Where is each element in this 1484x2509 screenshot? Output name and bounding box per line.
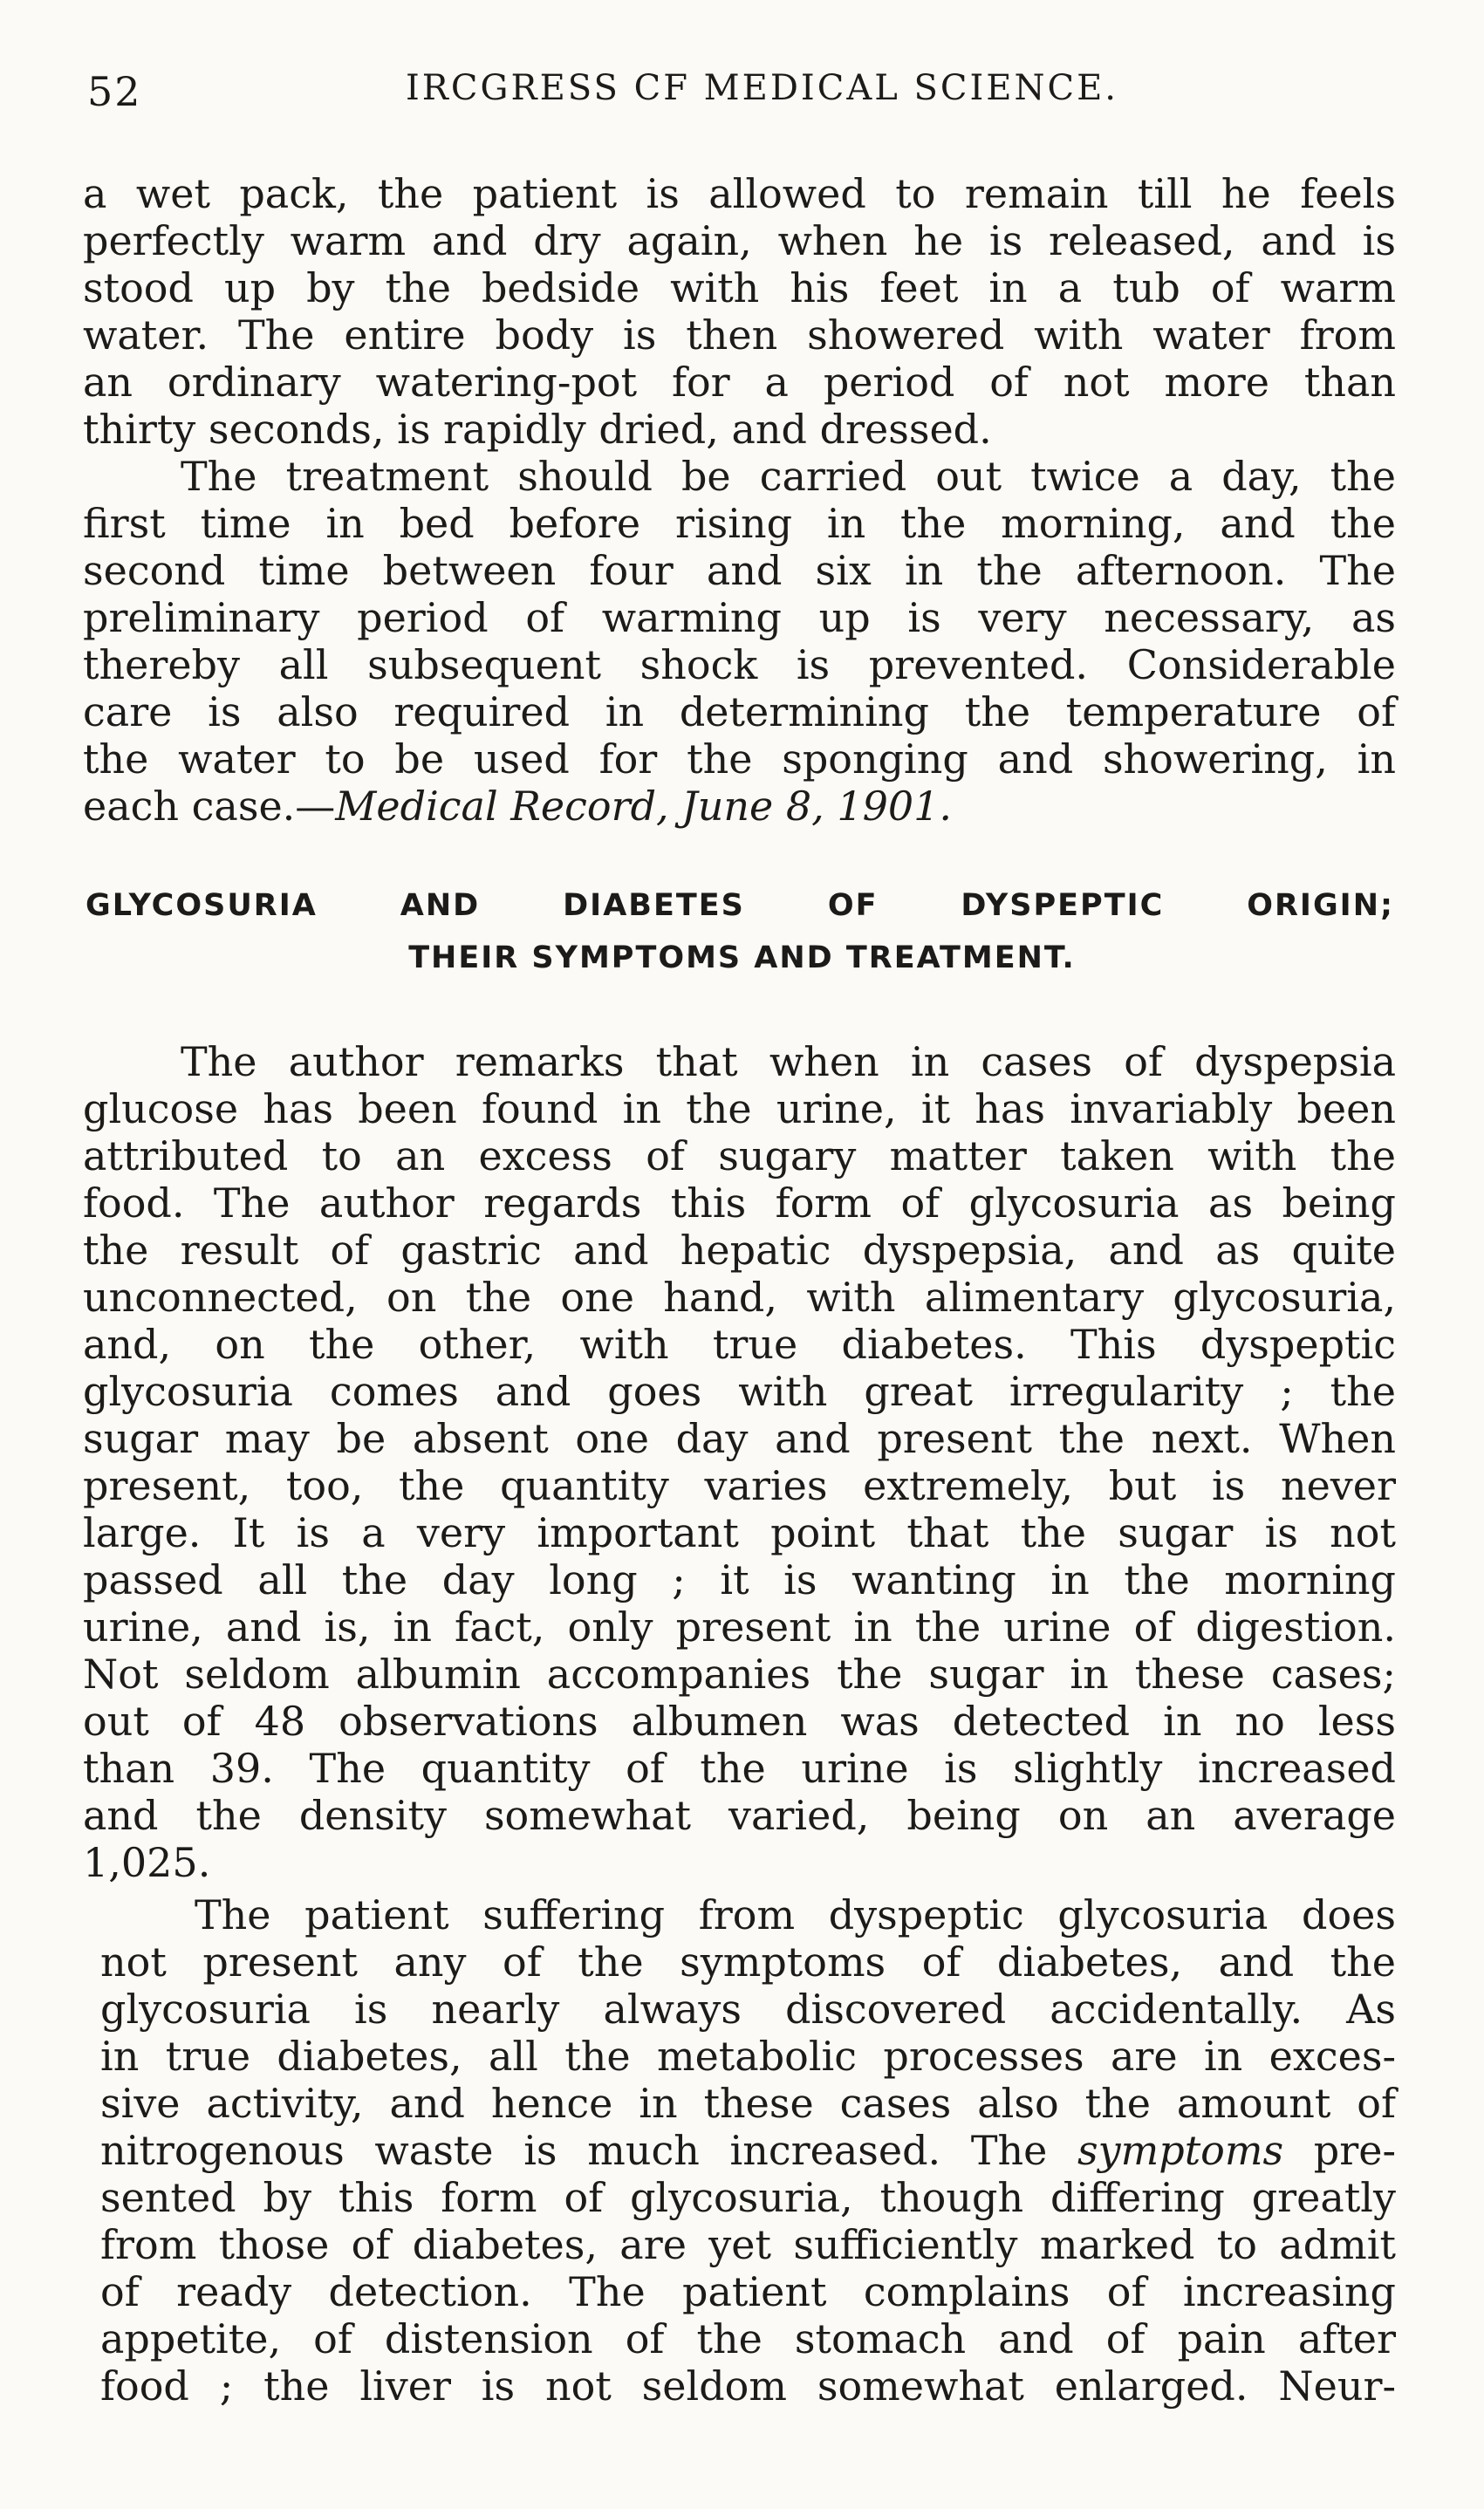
text-line — [100, 2127, 1396, 2174]
text-line: thirty seconds, is rapidly dried, and dressed. — [83, 406, 992, 453]
text-line: not present any of the symptoms of diabetes, and the — [100, 1938, 1396, 1986]
text-line: appetite, of distension of the stomach and of pain after — [100, 2315, 1396, 2362]
text-line: and, on the other, with true diabetes. This dyspeptic — [83, 1321, 1396, 1368]
running-title: IRCGRESS CF MEDICAL SCIENCE. — [406, 68, 1119, 108]
page-number: 52 — [87, 68, 142, 115]
paragraph-first-line: The treatment should be carried out twice a day, the — [181, 453, 1396, 500]
text-line: thereby all subsequent shock is prevented. Considerable — [83, 641, 1396, 688]
text-line: stood up by the bedside with his feet in a tub of warm — [83, 264, 1396, 311]
text-line: from those of diabetes, are yet sufficiently marked to admit — [100, 2221, 1396, 2268]
text-line: present, too, the quantity varies extremely, but is never — [83, 1462, 1396, 1509]
text-fragment: each case.— — [83, 783, 336, 830]
text-line: sive activity, and hence in these cases also the amount of — [100, 2080, 1396, 2127]
text-fragment: pre- — [1283, 2127, 1396, 2174]
citation-line — [83, 783, 1396, 830]
text-line: water. The entire body is then showered with water from — [83, 311, 1396, 359]
text-line: second time between four and six in the afternoon. The — [83, 547, 1396, 594]
text-line: Not seldom albumin accompanies the sugar in these cases; — [83, 1651, 1396, 1698]
text-line: sugar may be absent one day and present the next. When — [83, 1415, 1396, 1462]
text-line: food ; the liver is not seldom somewhat enlarged. Neur- — [100, 2362, 1396, 2410]
emphasis-word: symptoms — [1077, 2127, 1284, 2174]
text-line: glycosuria is nearly always discovered accidentally. As — [100, 1986, 1396, 2033]
text-line: the result of gastric and hepatic dyspepsia, and as quite — [83, 1227, 1396, 1274]
text-line: food. The author regards this form of glycosuria as being — [83, 1179, 1396, 1227]
paragraph-first-line: The author remarks that when in cases of dyspepsia — [181, 1038, 1396, 1085]
text-line: care is also required in determining the temperature of — [83, 688, 1396, 735]
text-line: large. It is a very important point that the sugar is not — [83, 1509, 1396, 1556]
text-fragment: nitrogenous waste is much increased. The — [100, 2127, 1078, 2174]
text-line: the water to be used for the sponging and showering, in — [83, 735, 1396, 783]
section-heading: GLYCOSURIA AND DIABETES OF DYSPEPTIC ORIGIN; — [85, 888, 1394, 923]
text-line: than 39. The quantity of the urine is slightly increased — [83, 1745, 1396, 1792]
text-line: glucose has been found in the urine, it has invariably been — [83, 1085, 1396, 1132]
text-line: 1,025. — [83, 1839, 211, 1886]
page-header — [87, 68, 1396, 129]
text-line: sented by this form of glycosuria, though differing greatly — [100, 2174, 1396, 2221]
text-line: out of 48 observations albumen was detected in no less — [83, 1698, 1396, 1745]
text-line: unconnected, on the one hand, with alimentary glycosuria, — [83, 1274, 1396, 1321]
section-subheading: THEIR SYMPTOMS AND TREATMENT. — [408, 940, 1076, 975]
text-line: perfectly warm and dry again, when he is released, and is — [83, 217, 1396, 264]
text-line: an ordinary watering-pot for a period of not more than — [83, 359, 1396, 406]
text-line: urine, and is, in fact, only present in the urine of digestion. — [83, 1603, 1396, 1651]
paragraph-first-line: The patient suffering from dyspeptic glycosuria does — [195, 1891, 1396, 1938]
text-line: attributed to an excess of sugary matter taken with the — [83, 1132, 1396, 1179]
text-line: first time in bed before rising in the morning, and the — [83, 500, 1396, 547]
text-line: passed all the day long ; it is wanting in the morning — [83, 1556, 1396, 1603]
text-line: and the density somewhat varied, being on an average — [83, 1792, 1396, 1839]
text-line: of ready detection. The patient complains of increasing — [100, 2268, 1396, 2315]
text-line: glycosuria comes and goes with great irregularity ; the — [83, 1368, 1396, 1415]
text-line: a wet pack, the patient is allowed to remain till he feels — [83, 170, 1396, 217]
text-line: preliminary period of warming up is very necessary, as — [83, 594, 1396, 641]
citation: Medical Record, June 8, 1901. — [335, 783, 953, 830]
text-line: in true diabetes, all the metabolic processes are in exces- — [100, 2033, 1396, 2080]
